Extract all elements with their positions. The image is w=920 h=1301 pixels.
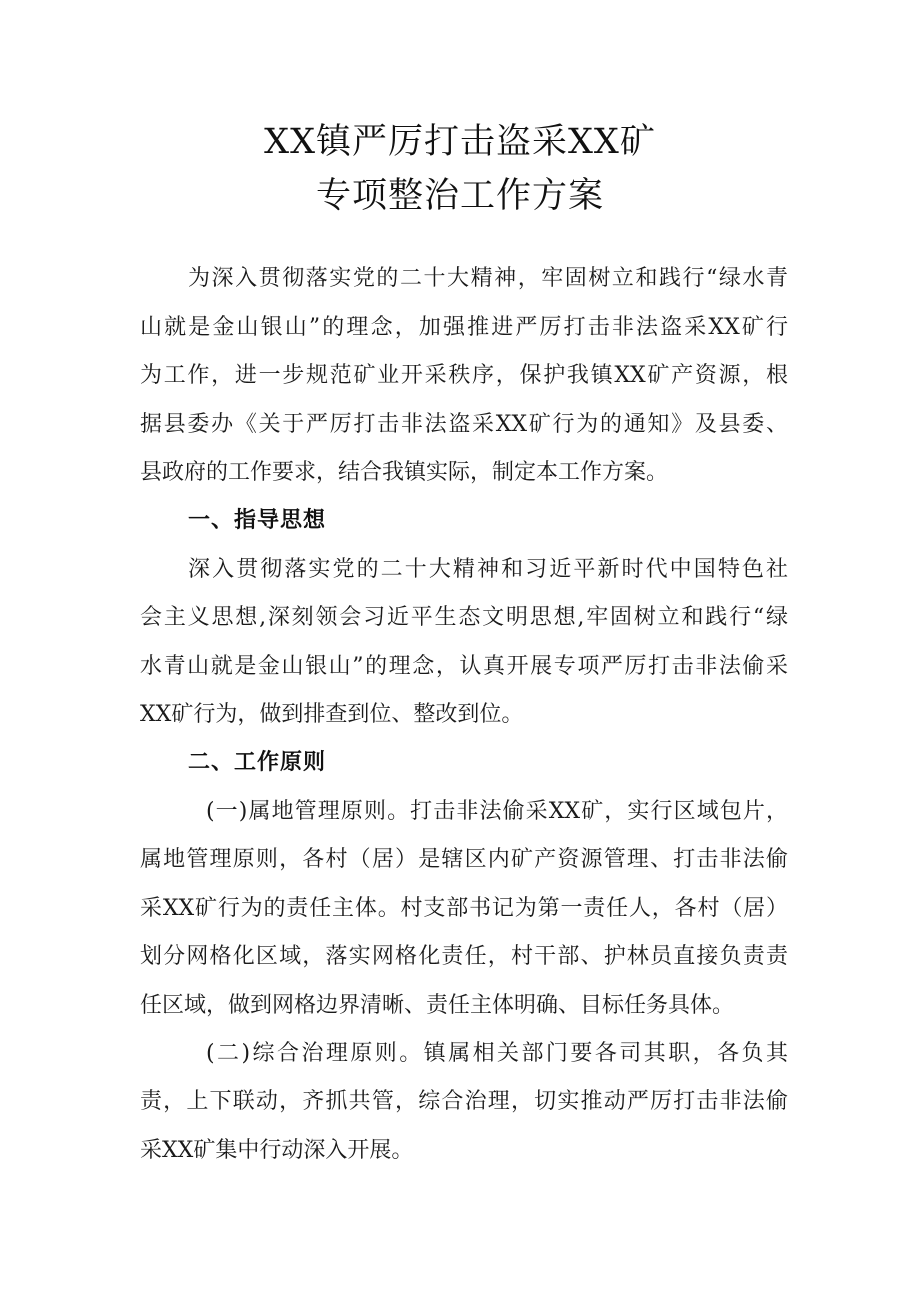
section-1-line: 水青山就是金山银山”的理念，认真开展专项严厉打击非法偷采 bbox=[140, 654, 788, 679]
principle-2-line: 责，上下联动，齐抓共管，综合治理，切实推动严厉打击非法偷 bbox=[140, 1089, 788, 1114]
principle-2-line: (二)综合治理原则。镇属相关部门要各司其职，各负其 bbox=[206, 1041, 788, 1066]
section-1-line: 会主义思想,深刻领会习近平生态文明思想,牢固树立和践行“绿 bbox=[140, 605, 788, 630]
intro-line: 县政府的工作要求，结合我镇实际，制定本工作方案。 bbox=[140, 460, 669, 485]
section-1-heading: 一、指导思想 bbox=[188, 508, 327, 533]
intro-line: 山就是金山银山”的理念，加强推进严厉打击非法盗采XX矿行 bbox=[140, 315, 788, 340]
principle-1-line: 划分网格化区域，落实网格化责任，村干部、护林员直接负责责 bbox=[140, 944, 788, 969]
intro-line: 据县委办《关于严厉打击非法盗采XX矿行为的通知》及县委、 bbox=[140, 412, 788, 437]
principle-1-line: (一)属地管理原则。打击非法偷采XX矿，实行区域包片， bbox=[206, 799, 788, 824]
intro-line: 为工作，进一步规范矿业开采秩序，保护我镇XX矿产资源，根 bbox=[140, 363, 788, 388]
section-2-heading: 二、工作原则 bbox=[188, 750, 327, 775]
document-title-line-1: XX镇严厉打击盗采XX矿 bbox=[264, 122, 656, 162]
intro-line: 为深入贯彻落实党的二十大精神，牢固树立和践行“绿水青 bbox=[188, 266, 788, 291]
principle-2-line: 采XX矿集中行动深入开展。 bbox=[140, 1138, 414, 1163]
section-1-line: XX矿行为，做到排查到位、整改到位。 bbox=[140, 702, 524, 727]
principle-1-line: 采XX矿行为的责任主体。村支部书记为第一责任人，各村（居） bbox=[140, 896, 788, 921]
document-title-line-2: 专项整治工作方案 bbox=[315, 176, 604, 216]
principle-1-line: 任区域，做到网格边界清晰、责任主体明确、目标任务具体。 bbox=[140, 993, 735, 1018]
principle-1-line: 属地管理原则，各村（居）是辖区内矿产资源管理、打击非法偷 bbox=[140, 847, 788, 872]
section-1-line: 深入贯彻落实党的二十大精神和习近平新时代中国特色社 bbox=[188, 557, 788, 582]
